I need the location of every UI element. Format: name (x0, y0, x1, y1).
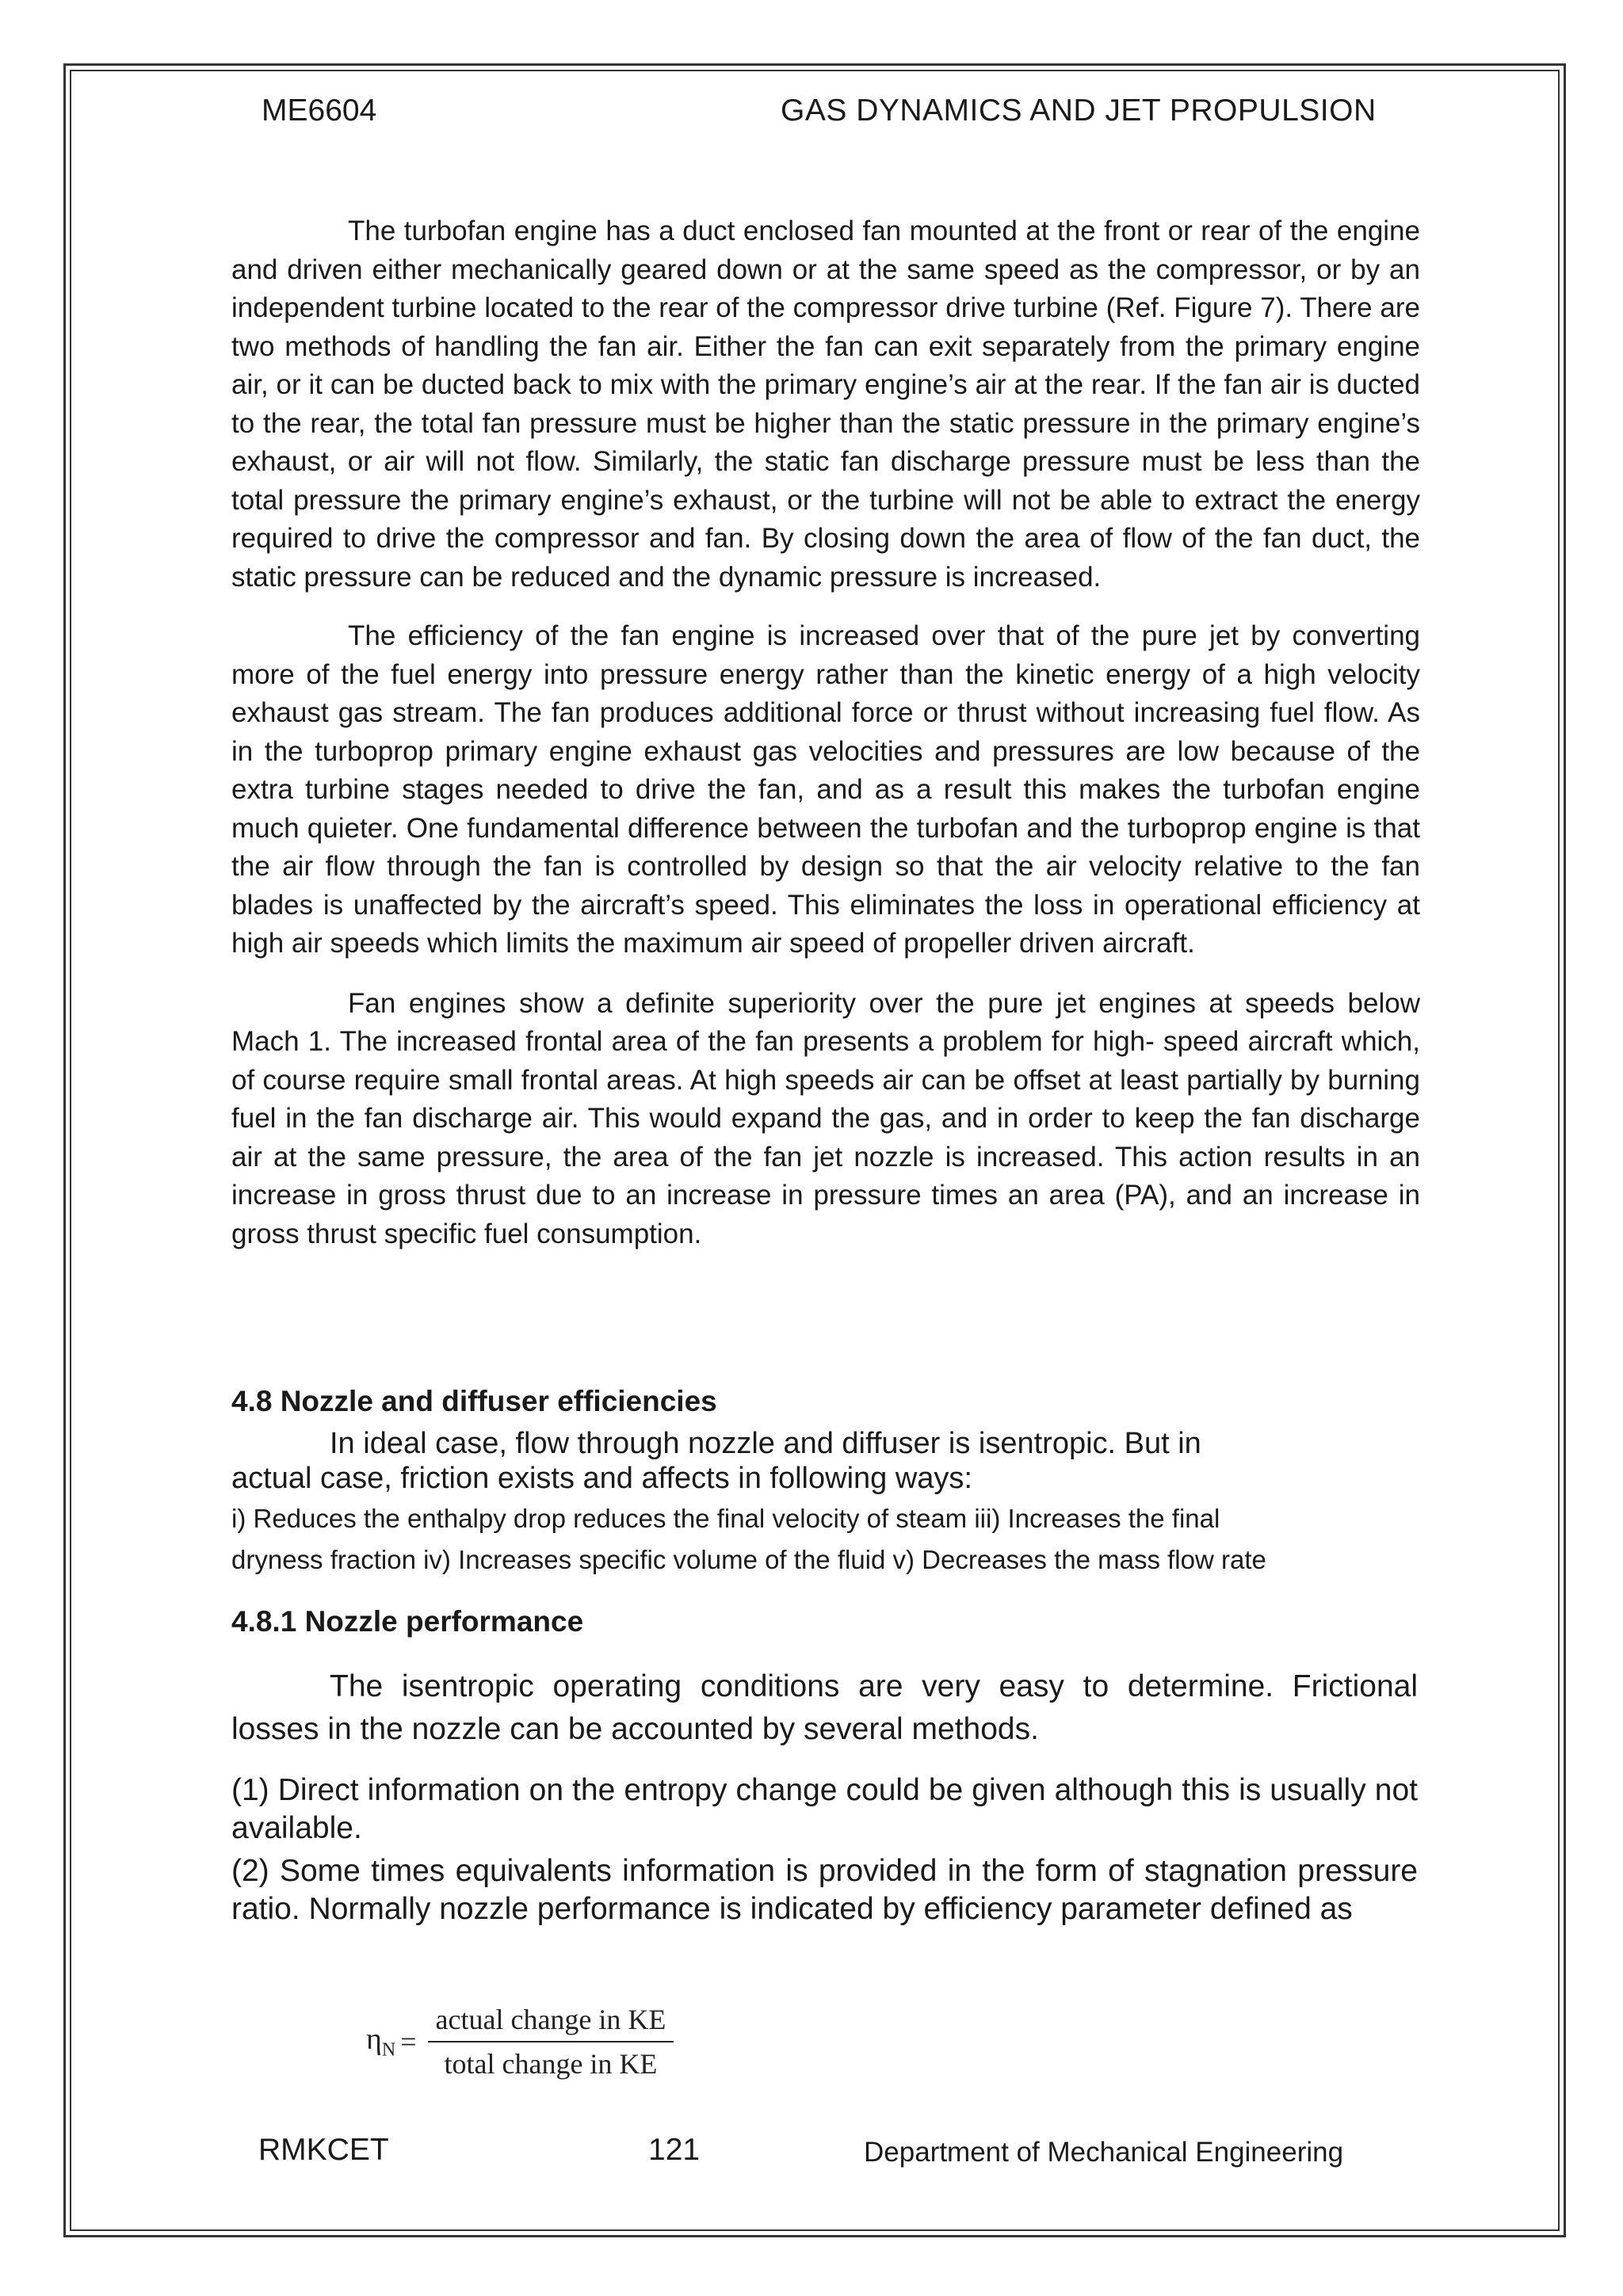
body-text (231, 212, 1420, 1253)
paragraph-efficiency: The efficiency of the fan engine is increased over that of the pure jet by converting more of the fuel energy into pressure energy rather than the kinetic energy of a high velocity exhaust gas stream. The fan produces additional force or thrust without increasing fuel flow. As in the turboprop primary engine exhaust gas velocities and pressures are low because of the extra turbine stages needed to drive the fan, and as a result this makes the turbofan engine much quieter. One fundamental difference between the turbofan and the turboprop engine is that the air flow through the fan is controlled by design so that the air velocity relative to the fan blades is unaffected by the aircraft’s speed. This eliminates the loss in operational efficiency at high air speeds which limits the maximum air speed of propeller driven aircraft. (231, 620, 1420, 959)
footer-institution: RMKCET (258, 2133, 389, 2167)
nozzle-efficiency-formula (366, 2003, 674, 2081)
course-title: GAS DYNAMICS AND JET PROPULSION (781, 93, 1377, 128)
equals-sign: = (400, 2026, 417, 2058)
method-item-1: (1) Direct information on the entropy change could be given although this is usually not available. (231, 1773, 1418, 1845)
paragraph-turbofan: The turbofan engine has a duct enclosed fan mounted at the front or rear of the engine and driven either mechanically geared down or at the same speed as the compressor, or by an independent turbine located to the rear of the compressor drive turbine (Ref. Figure 7). There are two methods of handling the fan air. Either the fan can exit separately from the primary engine air, or it can be ducted back to mix with the primary engine’s air at the rear. If the fan air is ducted to the rear, the total fan pressure must be higher than the static pressure in the primary engine’s exhaust, or air will not flow. Similarly, the static fan discharge pressure must be less than the total pressure the primary engine’s exhaust, or the turbine will not be able to extract the energy required to drive the compressor and fan. By closing down the area of flow of the fan duct, the static pressure can be reduced and the dynamic pressure is increased. (231, 215, 1420, 593)
effects-line-2: dryness fraction iv) Increases specific volume of the fluid v) Decreases the mass flow rate (231, 1545, 1266, 1574)
section-heading-4-8: 4.8 Nozzle and diffuser efficiencies (231, 1385, 717, 1417)
section-heading-4-8-1: 4.8.1 Nozzle performance (231, 1605, 584, 1638)
footer-department: Department of Mechanical Engineering (864, 2137, 1344, 2168)
fraction-numerator: actual change in KE (428, 2003, 674, 2042)
course-code: ME6604 (262, 93, 377, 128)
method-item-2: (2) Some times equivalents information is provided in the form of stagnation pressure ratio. Normally nozzle performance is indicated by efficiency parameter defined as (231, 1854, 1418, 1926)
section-4-8-1-intro: The isentropic operating conditions are very easy to determine. Frictional losses in the nozzle can be accounted by several methods. (231, 1669, 1418, 1746)
fraction (428, 2003, 674, 2081)
fraction-denominator: total change in KE (444, 2048, 658, 2080)
eta-symbol: $\eta_N$ (366, 2023, 396, 2061)
section-4-8-intro: In ideal case, flow through nozzle and diffuser is isentropic. But in actual case, friction exists and affects in following ways: (231, 1427, 1201, 1495)
effects-line-1: i) Reduces the enthalpy drop reduces the final velocity of steam iii) Increases the final (231, 1504, 1220, 1533)
footer-page-number: 121 (648, 2133, 701, 2167)
paragraph-fan-engines: Fan engines show a definite superiority over the pure jet engines at speeds below Mach 1. The increased frontal area of the fan presents a problem for high- speed aircraft which, of course require small frontal areas. At high speeds air can be offset at least partially by burning fuel in the fan discharge air. This would expand the gas, and in order to keep the fan discharge air at the same pressure, the area of the fan jet nozzle is increased. This action results in an increase in gross thrust due to an increase in pressure times an area (PA), and an increase in gross thrust specific fuel consumption. (231, 987, 1420, 1249)
